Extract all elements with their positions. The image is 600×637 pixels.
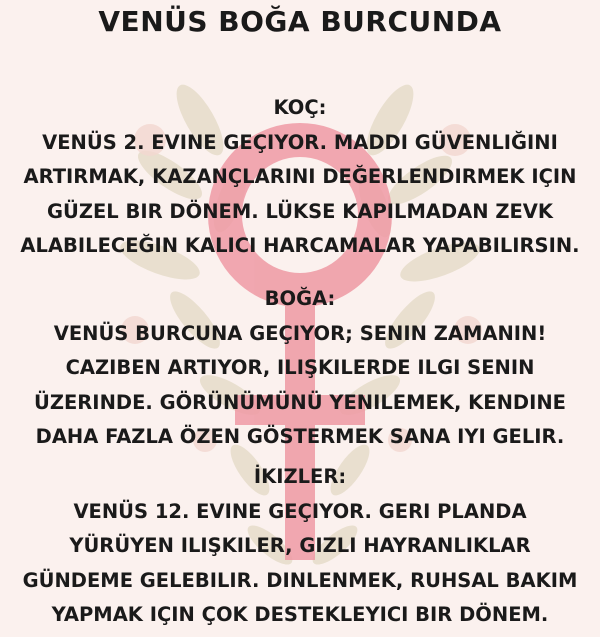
section-text-line: ALABILECEĞIN KALICI HARCAMALAR YAPABILIRSIN. xyxy=(20,234,580,257)
page-title: VENÜS BOĞA BURCUNDA xyxy=(98,5,502,38)
section-ikizler xyxy=(0,460,600,633)
section-heading: BOĞA: xyxy=(264,287,336,310)
section-text-line: VENÜS BURCUNA GEÇIYOR; SENIN ZAMANIN! xyxy=(53,321,547,345)
section-text-line: DAHA FAZLA ÖZEN GÖSTERMEK SANA IYI GELIR. xyxy=(35,425,565,448)
section-koc xyxy=(0,91,600,264)
section-heading: KOÇ: xyxy=(273,96,327,119)
section-text-line: GÜZEL BIR DÖNEM. LÜKSE KAPILMADAN ZEVK xyxy=(47,199,553,223)
section-text-line: GÜNDEME GELEBILIR. DINLENMEK, RUHSAL BAKIM xyxy=(22,568,578,592)
section-boga xyxy=(0,282,600,455)
section-text-line: VENÜS 2. EVINE GEÇIYOR. MADDI GÜVENLIĞINI xyxy=(42,130,558,154)
section-text-line: ÜZERINDE. GÖRÜNÜMÜNÜ YENILEMEK, KENDINE xyxy=(34,390,566,414)
section-text-line: VENÜS 12. EVINE GEÇIYOR. GERI PLANDA xyxy=(73,499,527,523)
section-heading: İKIZLER: xyxy=(253,465,347,488)
section-text-line: ARTIRMAK, KAZANÇLARINI DEĞERLENDIRMEK IÇIN xyxy=(23,165,577,188)
section-text-line: YAPMAK IÇIN ÇOK DESTEKLEYICI BIR DÖNEM. xyxy=(51,603,549,626)
section-text-line: YÜRÜYEN ILIŞKILER, GIZLI HAYRANLIKLAR xyxy=(69,534,531,557)
section-text-line: CAZIBEN ARTIYOR, ILIŞKILERDE ILGI SENIN xyxy=(65,356,535,379)
